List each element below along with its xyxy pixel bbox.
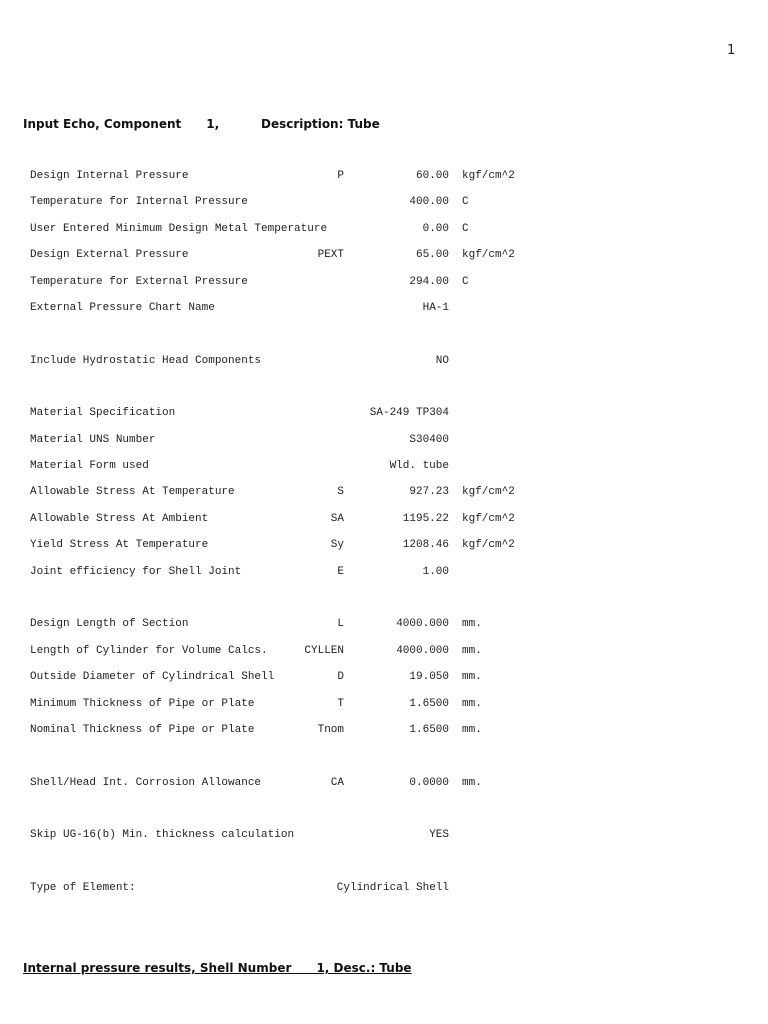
row-value: 927.23 (409, 486, 449, 498)
row-unit: C (462, 276, 469, 288)
row-value: 60.00 (415, 170, 449, 182)
row-label: User Entered Minimum Design Metal Temperature (30, 223, 328, 235)
row-label: Design Length of Section (30, 618, 189, 630)
row-unit: kgf/cm^2 (462, 539, 515, 551)
row-unit: C (462, 223, 469, 235)
page-number: 1 (727, 43, 736, 58)
row-unit: mm. (462, 645, 482, 657)
row-unit: kgf/cm^2 (462, 513, 515, 525)
row-symbol: L (337, 618, 344, 630)
row-symbol: T (337, 698, 344, 710)
row-unit: mm. (462, 698, 482, 710)
row-label: Nominal Thickness of Pipe or Plate (30, 724, 255, 736)
row-value: Wld. tube (389, 460, 449, 472)
row-unit: kgf/cm^2 (462, 249, 515, 261)
row-value: 0.0000 (409, 777, 449, 789)
row-label: Length of Cylinder for Volume Calcs. (30, 645, 268, 657)
row-symbol: CA (330, 777, 344, 789)
row-value: YES (429, 829, 449, 841)
row-label: Type of Element: (30, 882, 136, 894)
row-value: 19.050 (409, 671, 449, 683)
row-value: 4000.000 (396, 618, 449, 630)
internal-pressure-results-title: Internal pressure results, Shell Number 1, Desc.: Tube (23, 961, 412, 975)
row-value: S30400 (409, 434, 449, 446)
row-value: 1.6500 (409, 698, 449, 710)
row-symbol: S (337, 486, 344, 498)
row-value: 1.6500 (409, 724, 449, 736)
row-label: External Pressure Chart Name (30, 302, 215, 314)
row-unit: kgf/cm^2 (462, 486, 515, 498)
row-label: Design External Pressure (30, 249, 189, 261)
row-label: Material Form used (30, 460, 149, 472)
row-symbol: PEXT (317, 249, 344, 261)
row-unit: mm. (462, 724, 482, 736)
row-value: 400.00 (409, 196, 449, 208)
input-echo-title: Input Echo, Component 1, Description: Tube (23, 117, 380, 131)
row-label: Yield Stress At Temperature (30, 539, 209, 551)
row-label: Skip UG-16(b) Min. thickness calculation (30, 829, 295, 841)
row-label: Allowable Stress At Ambient (30, 513, 209, 525)
row-value: NO (435, 355, 449, 367)
row-label: Shell/Head Int. Corrosion Allowance (30, 777, 262, 789)
row-value: 0.00 (422, 223, 449, 235)
row-label: Joint efficiency for Shell Joint (30, 566, 242, 578)
row-symbol: E (337, 566, 344, 578)
row-symbol: P (337, 170, 344, 182)
row-value: 1.00 (422, 566, 449, 578)
row-unit: C (462, 196, 469, 208)
row-unit: mm. (462, 671, 482, 683)
row-unit: mm. (462, 618, 482, 630)
row-symbol: Tnom (317, 724, 344, 736)
row-label: Material Specification (30, 407, 176, 419)
row-label: Outside Diameter of Cylindrical Shell (30, 671, 275, 683)
row-value: SA-249 TP304 (369, 407, 449, 419)
row-label: Temperature for External Pressure (30, 276, 248, 288)
row-label: Include Hydrostatic Head Components (30, 355, 262, 367)
row-label: Temperature for Internal Pressure (30, 196, 248, 208)
row-value: 1208.46 (402, 539, 449, 551)
row-label: Material UNS Number (30, 434, 156, 446)
row-value: 1195.22 (402, 513, 449, 525)
row-value: 65.00 (415, 249, 449, 261)
row-label: Design Internal Pressure (30, 170, 189, 182)
row-unit: kgf/cm^2 (462, 170, 515, 182)
row-symbol: D (337, 671, 344, 683)
row-value: 4000.000 (396, 645, 449, 657)
row-unit: mm. (462, 777, 482, 789)
row-value: 294.00 (409, 276, 449, 288)
row-symbol: CYLLEN (304, 645, 344, 657)
row-symbol: Sy (330, 539, 344, 551)
row-value: Cylindrical Shell (336, 882, 449, 894)
row-value: HA-1 (422, 302, 449, 314)
row-label: Minimum Thickness of Pipe or Plate (30, 698, 255, 710)
row-label: Allowable Stress At Temperature (30, 486, 235, 498)
row-symbol: SA (330, 513, 344, 525)
